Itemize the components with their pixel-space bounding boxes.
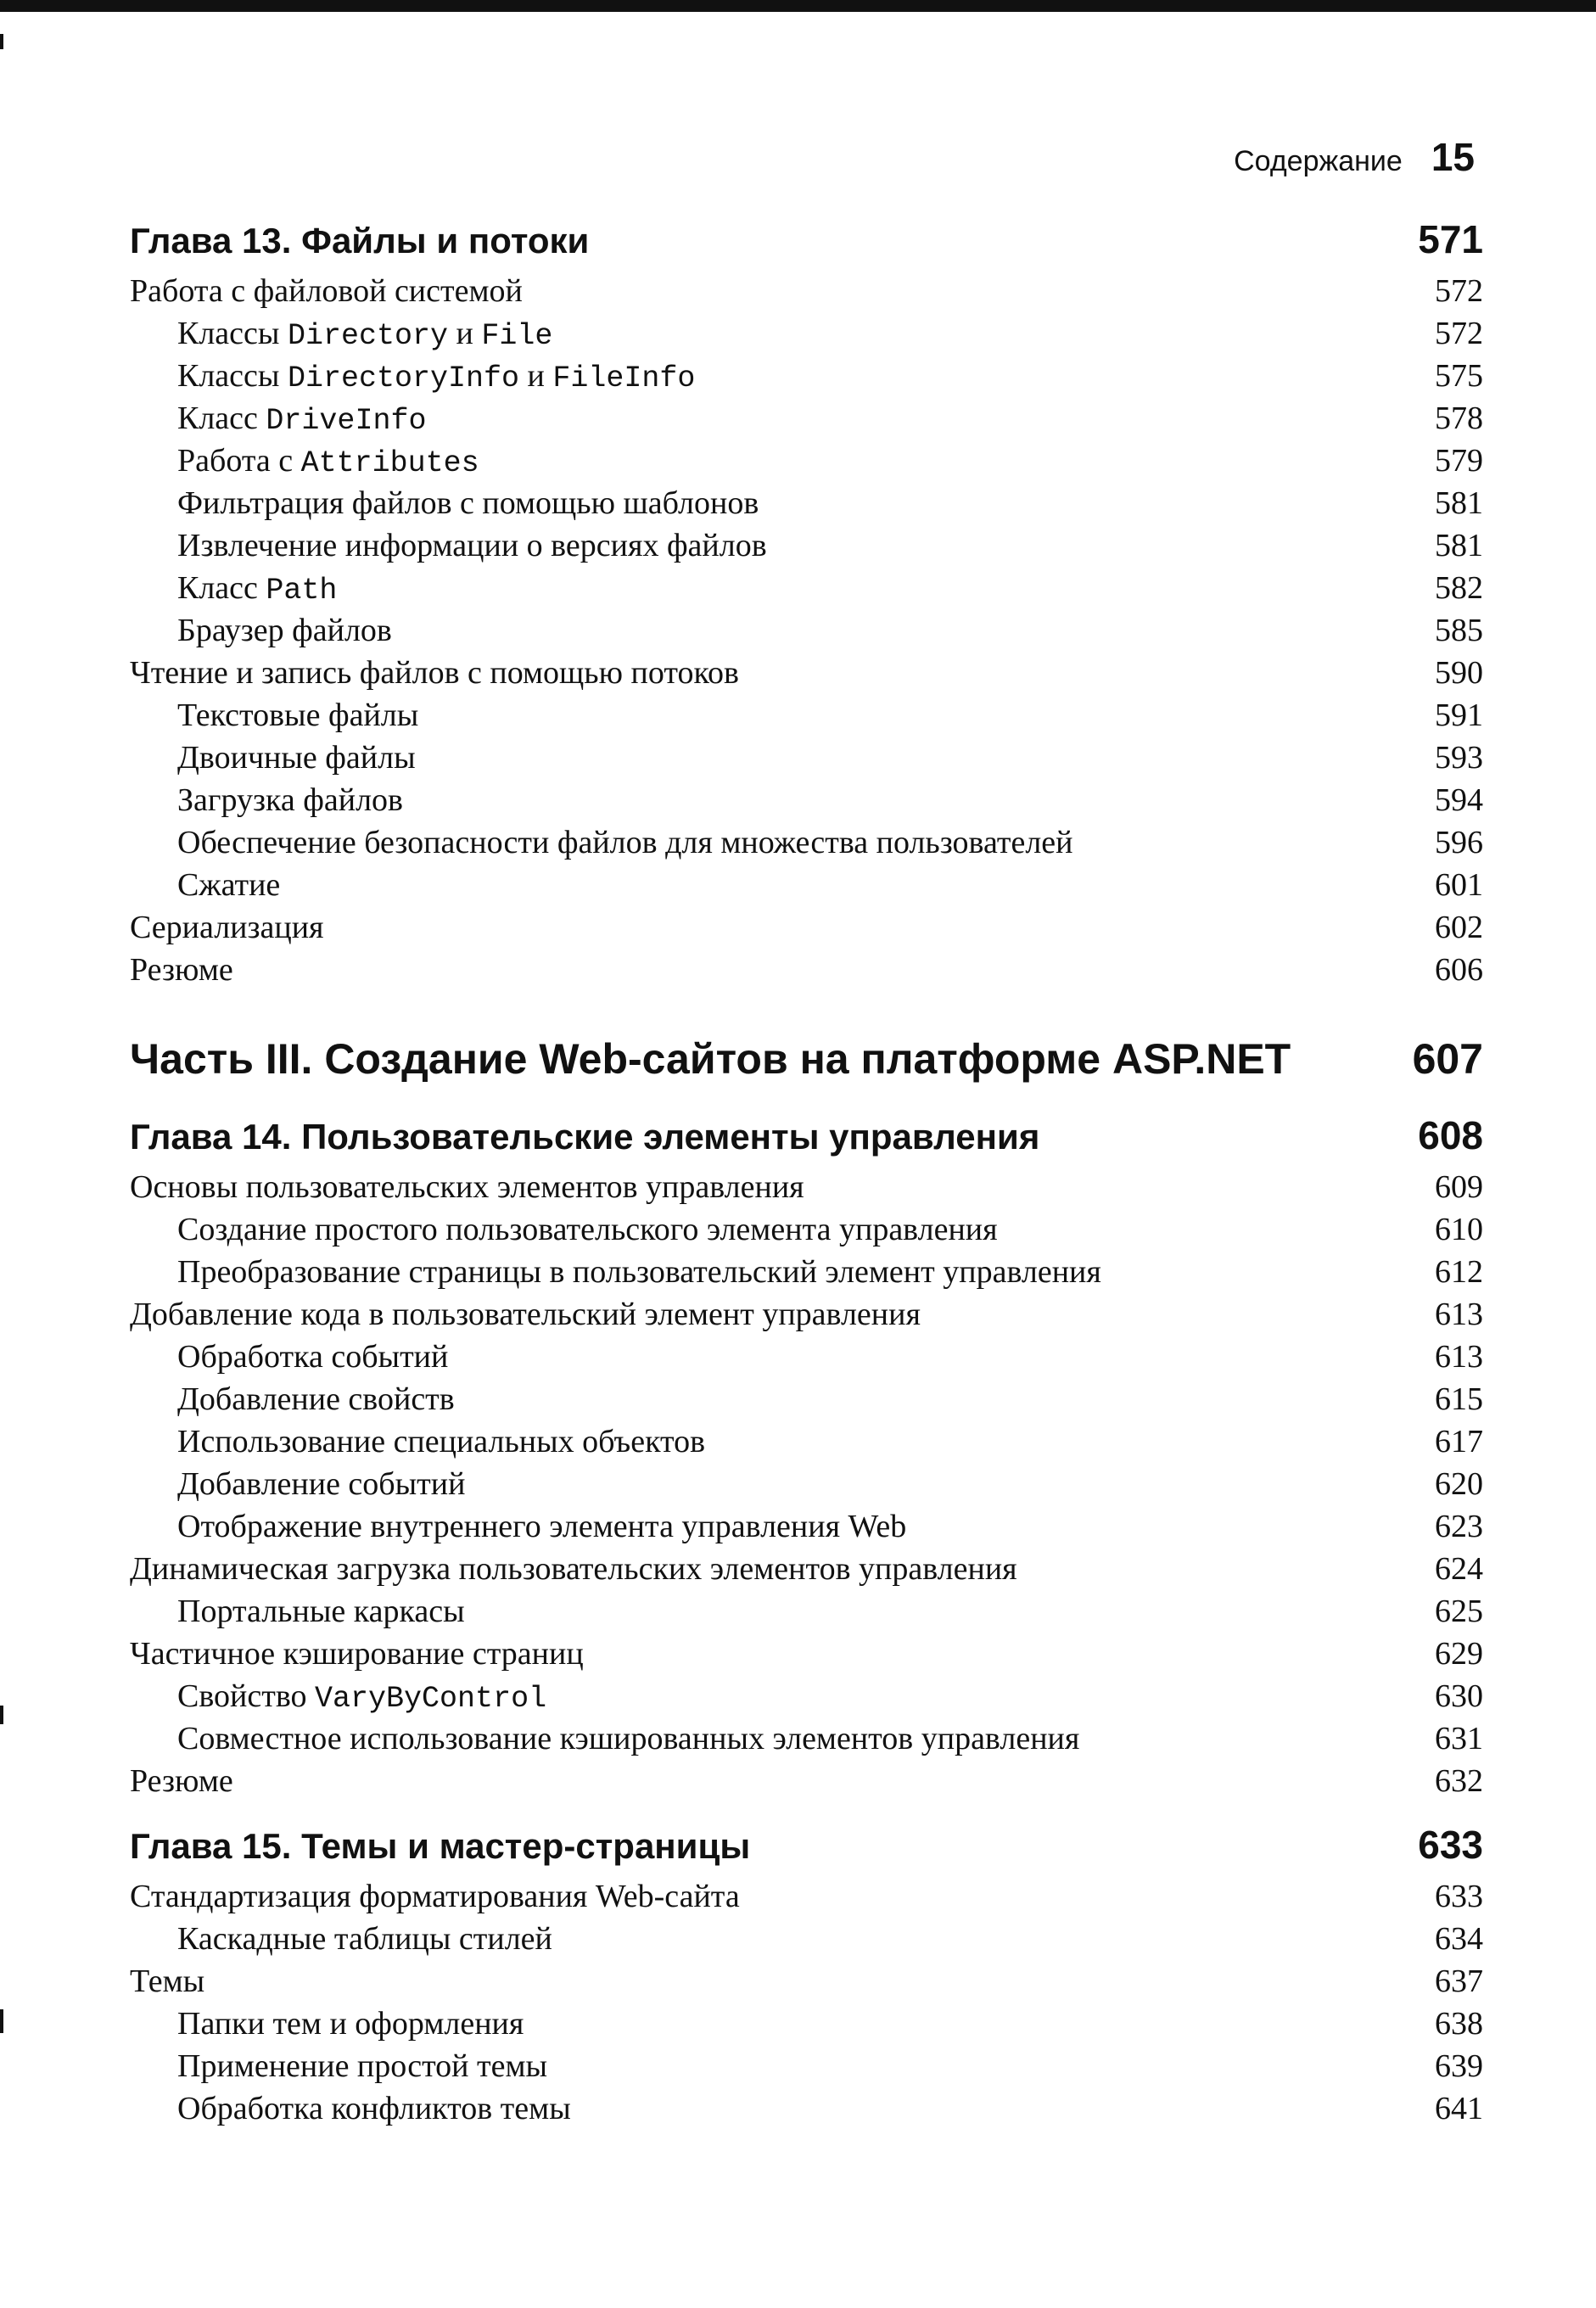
entry-page-number: 610 bbox=[1435, 1212, 1483, 1247]
entry-page-number: 641 bbox=[1435, 2091, 1483, 2126]
entry-text: Отображение внутреннего элемента управления Web bbox=[177, 1509, 907, 1544]
toc-subsection-entry[interactable] bbox=[130, 1378, 1483, 1420]
entry-text: Извлечение информации о версиях файлов bbox=[177, 528, 767, 563]
entry-page-number: 631 bbox=[1435, 1721, 1483, 1756]
entry-title bbox=[177, 2045, 547, 2087]
toc-subsection-entry[interactable] bbox=[130, 312, 1483, 355]
code-identifier: DirectoryInfo bbox=[287, 361, 519, 395]
toc-subsection-entry[interactable] bbox=[130, 821, 1483, 864]
entry-text: Преобразование страницы в пользовательский элемент управления bbox=[177, 1254, 1101, 1290]
entry-title bbox=[177, 440, 479, 485]
entry-title bbox=[177, 2003, 524, 2045]
chapter-heading[interactable] bbox=[130, 210, 1483, 268]
entry-text: Обработка конфликтов темы bbox=[177, 2091, 571, 2126]
entry-page-number: 594 bbox=[1435, 782, 1483, 818]
entry-title bbox=[177, 821, 1073, 864]
toc-subsection-entry[interactable] bbox=[130, 1251, 1483, 1293]
entry-text: Темы bbox=[130, 1963, 205, 1999]
entry-text: Сжатие bbox=[177, 867, 281, 903]
chapter-page-number: 571 bbox=[1418, 217, 1483, 261]
entry-page-number: 572 bbox=[1435, 316, 1483, 351]
running-header-title: Содержание bbox=[1234, 145, 1403, 177]
toc-subsection-entry[interactable] bbox=[130, 1336, 1483, 1378]
toc-subsection-entry[interactable] bbox=[130, 1590, 1483, 1633]
entry-page-number: 629 bbox=[1435, 1636, 1483, 1672]
entry-page-number: 585 bbox=[1435, 613, 1483, 648]
chapter-heading[interactable] bbox=[130, 1816, 1483, 1874]
entry-title bbox=[177, 1208, 998, 1251]
code-identifier: Directory bbox=[287, 319, 448, 353]
table-of-contents bbox=[130, 210, 1483, 2130]
entry-text: Браузер файлов bbox=[177, 613, 392, 648]
entry-text: Применение простой темы bbox=[177, 2048, 548, 2084]
entry-text: Двоичные файлы bbox=[177, 740, 416, 776]
toc-subsection-entry[interactable] bbox=[130, 1505, 1483, 1548]
entry-page-number: 613 bbox=[1435, 1339, 1483, 1375]
entry-title bbox=[177, 1251, 1101, 1293]
entry-page-number: 639 bbox=[1435, 2048, 1483, 2084]
toc-subsection-entry[interactable] bbox=[130, 355, 1483, 397]
entry-page-number: 625 bbox=[1435, 1594, 1483, 1629]
code-identifier: DriveInfo bbox=[266, 404, 427, 438]
margin-mark bbox=[0, 34, 3, 49]
entry-text: Добавление свойств bbox=[177, 1381, 455, 1417]
code-identifier: Attributes bbox=[300, 446, 479, 480]
entry-page-number: 615 bbox=[1435, 1381, 1483, 1417]
page-top-edge bbox=[0, 0, 1596, 12]
entry-page-number: 578 bbox=[1435, 401, 1483, 436]
chapter-title: Глава 14. Пользовательские элементы управления bbox=[130, 1117, 1040, 1157]
entry-title bbox=[177, 1420, 705, 1463]
entry-page-number: 575 bbox=[1435, 358, 1483, 394]
part-title: Часть III. Создание Web-сайтов на платформе ASP.NET bbox=[130, 1035, 1291, 1083]
entry-page-number: 596 bbox=[1435, 825, 1483, 860]
entry-text: Стандартизация форматирования Web-сайта bbox=[130, 1879, 740, 1914]
entry-page-number: 602 bbox=[1435, 910, 1483, 945]
entry-text: Добавление событий bbox=[177, 1466, 466, 1502]
entry-page-number: 638 bbox=[1435, 2006, 1483, 2042]
margin-mark bbox=[0, 1706, 3, 1724]
entry-page-number: 593 bbox=[1435, 740, 1483, 776]
entry-text: Создание простого пользовательского элемента управления bbox=[177, 1212, 998, 1247]
entry-text: Фильтрация файлов с помощью шаблонов bbox=[177, 485, 759, 521]
entry-text: Динамическая загрузка пользовательских элементов управления bbox=[130, 1551, 1017, 1587]
toc-subsection-entry[interactable] bbox=[130, 609, 1483, 652]
entry-title bbox=[177, 524, 767, 567]
entry-text: Класс bbox=[177, 401, 266, 436]
entry-page-number: 581 bbox=[1435, 528, 1483, 563]
entry-page-number: 579 bbox=[1435, 443, 1483, 479]
entry-title bbox=[177, 2087, 571, 2130]
entry-title bbox=[130, 1633, 584, 1675]
toc-subsection-entry[interactable] bbox=[130, 864, 1483, 906]
entry-title bbox=[177, 1918, 552, 1960]
entry-text: Каскадные таблицы стилей bbox=[177, 1921, 552, 1957]
chapter-title: Глава 15. Темы и мастер-страницы bbox=[130, 1826, 751, 1866]
entry-page-number: 581 bbox=[1435, 485, 1483, 521]
entry-page-number: 609 bbox=[1435, 1169, 1483, 1205]
toc-section-entry[interactable] bbox=[130, 1960, 1483, 2003]
entry-title bbox=[177, 1463, 465, 1505]
entry-title bbox=[130, 949, 233, 991]
entry-title bbox=[177, 737, 416, 779]
entry-text: и bbox=[447, 316, 482, 351]
entry-title bbox=[130, 1875, 740, 1918]
toc-subsection-entry[interactable] bbox=[130, 1717, 1483, 1760]
toc-section-entry[interactable] bbox=[130, 270, 1483, 312]
chapter-title: Глава 13. Файлы и потоки bbox=[130, 221, 590, 260]
entry-text: Совместное использование кэшированных элементов управления bbox=[177, 1721, 1080, 1756]
code-identifier: File bbox=[481, 319, 553, 353]
entry-title bbox=[177, 779, 403, 821]
entry-title bbox=[130, 652, 739, 694]
entry-text: Сериализация bbox=[130, 910, 324, 945]
entry-page-number: 617 bbox=[1435, 1424, 1483, 1459]
entry-page-number: 613 bbox=[1435, 1297, 1483, 1332]
entry-title bbox=[177, 1336, 448, 1378]
toc-subsection-entry[interactable] bbox=[130, 1463, 1483, 1505]
entry-title bbox=[177, 864, 280, 906]
toc-subsection-entry[interactable] bbox=[130, 1208, 1483, 1251]
toc-section-entry[interactable] bbox=[130, 1760, 1483, 1802]
entry-text: Классы bbox=[177, 358, 288, 394]
entry-text: и bbox=[519, 358, 553, 394]
toc-subsection-entry[interactable] bbox=[130, 482, 1483, 524]
toc-subsection-entry[interactable] bbox=[130, 737, 1483, 779]
toc-section-entry[interactable] bbox=[130, 1875, 1483, 1918]
entry-title bbox=[130, 1548, 1017, 1590]
toc-subsection-entry[interactable] bbox=[130, 694, 1483, 737]
entry-text: Резюме bbox=[130, 952, 233, 988]
entry-title bbox=[130, 906, 324, 949]
toc-section-entry[interactable] bbox=[130, 652, 1483, 694]
toc-subsection-entry[interactable] bbox=[130, 1918, 1483, 1960]
code-identifier: Path bbox=[266, 574, 338, 608]
entry-page-number: 620 bbox=[1435, 1466, 1483, 1502]
entry-page-number: 623 bbox=[1435, 1509, 1483, 1544]
toc-section-entry[interactable] bbox=[130, 1633, 1483, 1675]
entry-title bbox=[177, 1717, 1079, 1760]
entry-text: Класс bbox=[177, 570, 266, 606]
entry-page-number: 572 bbox=[1435, 273, 1483, 309]
entry-page-number: 630 bbox=[1435, 1678, 1483, 1714]
toc-section-entry[interactable] bbox=[130, 1166, 1483, 1208]
entry-title bbox=[177, 694, 418, 737]
chapter-heading[interactable] bbox=[130, 1106, 1483, 1164]
code-identifier: FileInfo bbox=[552, 361, 696, 395]
entry-title bbox=[177, 1378, 455, 1420]
entry-page-number: 624 bbox=[1435, 1551, 1483, 1587]
entry-page-number: 633 bbox=[1435, 1879, 1483, 1914]
toc-subsection-entry[interactable] bbox=[130, 2087, 1483, 2130]
entry-text: Добавление кода в пользовательский элемент управления bbox=[130, 1297, 921, 1332]
page-number: 15 bbox=[1431, 135, 1475, 179]
toc-subsection-entry[interactable] bbox=[130, 397, 1483, 440]
entry-title bbox=[130, 1960, 204, 2003]
entry-page-number: 632 bbox=[1435, 1763, 1483, 1799]
entry-title bbox=[177, 609, 392, 652]
entry-text: Портальные каркасы bbox=[177, 1594, 465, 1629]
entry-text: Папки тем и оформления bbox=[177, 2006, 524, 2042]
entry-page-number: 637 bbox=[1435, 1963, 1483, 1999]
toc-subsection-entry[interactable] bbox=[130, 1675, 1483, 1717]
entry-title bbox=[130, 1293, 921, 1336]
entry-title bbox=[177, 567, 337, 612]
toc-subsection-entry[interactable] bbox=[130, 2003, 1483, 2045]
toc-section-entry[interactable] bbox=[130, 1548, 1483, 1590]
entry-text: Текстовые файлы bbox=[177, 697, 419, 733]
margin-mark bbox=[0, 2009, 3, 2033]
entry-title bbox=[130, 270, 523, 312]
entry-text: Работа с файловой системой bbox=[130, 273, 523, 309]
entry-text: Частичное кэширование страниц bbox=[130, 1636, 584, 1672]
toc-section-entry[interactable] bbox=[130, 1293, 1483, 1336]
toc-section-entry[interactable] bbox=[130, 906, 1483, 949]
entry-text: Свойство bbox=[177, 1678, 316, 1714]
entry-title bbox=[177, 312, 552, 357]
entry-page-number: 601 bbox=[1435, 867, 1483, 903]
toc-section-entry[interactable] bbox=[130, 949, 1483, 991]
entry-text: Загрузка файлов bbox=[177, 782, 403, 818]
entry-text: Основы пользовательских элементов управления bbox=[130, 1169, 804, 1205]
toc-subsection-entry[interactable] bbox=[130, 524, 1483, 567]
part-heading[interactable] bbox=[130, 1025, 1483, 1093]
running-header bbox=[1234, 134, 1475, 180]
chapter-page-number: 633 bbox=[1418, 1823, 1483, 1867]
chapter-page-number: 608 bbox=[1418, 1113, 1483, 1157]
entry-text: Резюме bbox=[130, 1763, 233, 1799]
toc-subsection-entry[interactable] bbox=[130, 2045, 1483, 2087]
entry-title bbox=[130, 1760, 233, 1802]
entry-title bbox=[177, 482, 759, 524]
entry-title bbox=[177, 355, 695, 400]
toc-subsection-entry[interactable] bbox=[130, 440, 1483, 482]
entry-title bbox=[177, 1590, 465, 1633]
entry-text: Обработка событий bbox=[177, 1339, 449, 1375]
code-identifier: VaryByControl bbox=[315, 1682, 547, 1716]
toc-subsection-entry[interactable] bbox=[130, 1420, 1483, 1463]
entry-text: Классы bbox=[177, 316, 288, 351]
entry-title bbox=[177, 1505, 906, 1548]
entry-page-number: 612 bbox=[1435, 1254, 1483, 1290]
entry-text: Работа с bbox=[177, 443, 301, 479]
entry-title bbox=[130, 1166, 804, 1208]
entry-title bbox=[177, 397, 426, 442]
entry-title bbox=[177, 1675, 546, 1720]
entry-page-number: 634 bbox=[1435, 1921, 1483, 1957]
entry-page-number: 606 bbox=[1435, 952, 1483, 988]
entry-page-number: 591 bbox=[1435, 697, 1483, 733]
entry-text: Обеспечение безопасности файлов для множества пользователей bbox=[177, 825, 1073, 860]
entry-text: Использование специальных объектов bbox=[177, 1424, 706, 1459]
entry-text: Чтение и запись файлов с помощью потоков bbox=[130, 655, 739, 691]
entry-page-number: 590 bbox=[1435, 655, 1483, 691]
entry-page-number: 582 bbox=[1435, 570, 1483, 606]
toc-subsection-entry[interactable] bbox=[130, 567, 1483, 609]
toc-subsection-entry[interactable] bbox=[130, 779, 1483, 821]
part-page-number: 607 bbox=[1412, 1035, 1483, 1083]
